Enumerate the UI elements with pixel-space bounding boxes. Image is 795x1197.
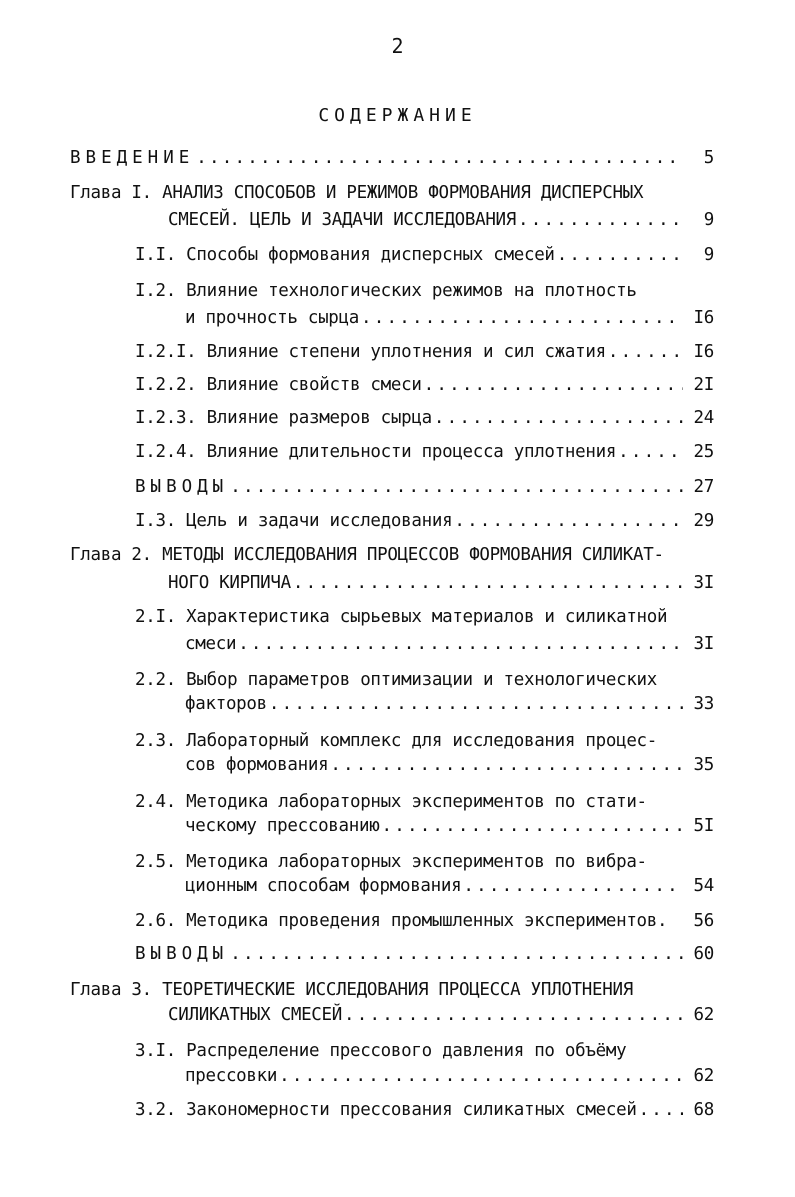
leader-dots	[557, 245, 683, 265]
toc-label: I.I. Способы формования дисперсных смесей	[135, 245, 555, 265]
toc-page: I6	[693, 342, 714, 362]
toc-page: 3I	[693, 573, 714, 593]
toc-label: I.2. Влияние технологических режимов на плотность	[135, 281, 637, 301]
toc-entry-2-2-line1	[135, 670, 657, 690]
toc-label: 2.6. Методика проведения промышленных экспериментов.	[135, 911, 668, 931]
toc-label-cont: прессовки	[185, 1066, 278, 1086]
toc-chapter-2-line1	[70, 545, 664, 565]
toc-label: 2.4. Методика лабораторных экспериментов по стати-	[135, 792, 647, 812]
leader-dots	[269, 694, 683, 714]
toc-label: ВЫВОДЫ	[135, 477, 229, 497]
toc-label: I.3. Цель и задачи исследования	[135, 511, 453, 531]
toc-entry-2-5-line2	[185, 876, 714, 896]
toc-entry-intro	[70, 148, 714, 168]
toc-label: ВЫВОДЫ	[135, 944, 229, 964]
toc-label: 2.2. Выбор параметров оптимизации и технологических	[135, 670, 658, 690]
toc-entry-1-3	[135, 511, 714, 531]
toc-label: Глава 3. ТЕОРЕТИЧЕСКИЕ ИССЛЕДОВАНИЯ ПРОЦЕССА УПЛОТНЕНИЯ	[70, 980, 633, 1000]
toc-entry-2-1-line2	[185, 634, 714, 654]
toc-page: 5I	[693, 816, 714, 836]
toc-page: 33	[693, 694, 714, 714]
toc-label: Глава I. АНАЛИЗ СПОСОБОВ И РЕЖИМОВ ФОРМОВАНИЯ ДИСПЕРСНЫХ	[70, 183, 644, 203]
toc-label: I.2.3. Влияние размеров сырца	[135, 408, 432, 428]
toc-page: 24	[693, 408, 714, 428]
toc-page: 27	[693, 477, 714, 497]
toc-page: I6	[693, 308, 714, 328]
leader-dots	[344, 1005, 683, 1025]
toc-label-cont: ционным способам формования	[185, 876, 462, 896]
toc-entry-1-1	[135, 245, 714, 265]
toc-entry-2-3-line2	[185, 755, 714, 775]
toc-label-cont: смеси	[185, 634, 237, 654]
toc-label-cont: НОГО КИРПИЧА	[168, 573, 291, 593]
toc-entry-1-2-line2	[185, 308, 714, 328]
toc-entry-3-1-line1	[135, 1041, 626, 1061]
leader-dots	[454, 511, 683, 531]
toc-label-cont: факторов	[185, 694, 267, 714]
toc-entry-2-3-line1	[135, 731, 657, 751]
toc-label: I.2.2. Влияние свойств смеси	[135, 375, 422, 395]
toc-entry-conclusions-2	[135, 944, 714, 964]
leader-dots	[361, 308, 683, 328]
toc-entry-3-2	[135, 1100, 714, 1120]
toc-chapter-1-line2	[168, 210, 714, 230]
leader-dots	[279, 1066, 683, 1086]
toc-entry-1-2-2	[135, 375, 714, 395]
toc-label: ВВЕДЕНИЕ	[70, 148, 195, 168]
leader-dots	[463, 876, 683, 896]
toc-label: 2.I. Характеристика сырьевых материалов и силикатной	[135, 607, 668, 627]
toc-entry-2-4-line2	[185, 816, 714, 836]
toc-entry-2-5-line1	[135, 852, 647, 872]
toc-label: 2.5. Методика лабораторных экспериментов по вибра-	[135, 852, 647, 872]
toc-label: Глава 2. МЕТОДЫ ИССЛЕДОВАНИЯ ПРОЦЕССОВ ФОРМОВАНИЯ СИЛИКАТ-	[70, 545, 664, 565]
toc-page: 60	[693, 944, 714, 964]
toc-label: I.2.4. Влияние длительности процесса уплотнения	[135, 442, 617, 462]
toc-chapter-3-line1	[70, 980, 633, 1000]
toc-page: 3I	[693, 634, 714, 654]
leader-dots	[608, 342, 683, 362]
page-number: 2	[391, 34, 404, 58]
leader-dots	[518, 210, 683, 230]
toc-entry-1-2-3	[135, 408, 714, 428]
leader-dots	[424, 375, 683, 395]
toc-page: 68	[693, 1100, 714, 1120]
toc-label: 3.2. Закономерности прессования силикатных смесей	[135, 1100, 637, 1120]
toc-page: 62	[693, 1005, 714, 1025]
toc-entry-3-1-line2	[185, 1066, 714, 1086]
toc-page: 5	[703, 148, 714, 168]
toc-page: 9	[703, 210, 714, 230]
toc-page: 56	[693, 911, 714, 931]
toc-page: 2I	[693, 375, 714, 395]
toc-chapter-3-line2	[168, 1005, 714, 1025]
toc-label: 2.3. Лабораторный комплекс для исследования процес-	[135, 731, 658, 751]
toc-label-cont: СМЕСЕЙ. ЦЕЛЬ И ЗАДАЧИ ИССЛЕДОВАНИЯ	[168, 210, 517, 230]
toc-chapter-2-line2	[168, 573, 714, 593]
toc-page: 25	[693, 442, 714, 462]
toc-label-cont: и прочность сырца	[185, 308, 360, 328]
toc-entry-conclusions-1	[135, 477, 714, 497]
toc-label-cont: сов формования	[185, 755, 329, 775]
toc-page: 54	[693, 876, 714, 896]
leader-dots	[618, 442, 683, 462]
leader-dots	[230, 477, 683, 497]
leader-dots	[434, 408, 683, 428]
toc-label: 3.I. Распределение прессового давления по объёму	[135, 1041, 627, 1061]
toc-label-cont: ческому прессованию	[185, 816, 380, 836]
page-title: СОДЕРЖАНИЕ	[318, 105, 477, 126]
toc-chapter-1-line1	[70, 183, 643, 203]
toc-page: 29	[693, 511, 714, 531]
leader-dots	[381, 816, 683, 836]
toc-entry-2-6	[135, 911, 714, 931]
leader-dots	[230, 944, 683, 964]
toc-entry-2-2-line2	[185, 694, 714, 714]
toc-page: 9	[703, 245, 714, 265]
toc-entry-1-2-line1	[135, 281, 637, 301]
toc-entry-2-4-line1	[135, 792, 647, 812]
toc-page: 62	[693, 1066, 714, 1086]
leader-dots	[238, 634, 683, 654]
leader-dots	[330, 755, 683, 775]
toc-entry-1-2-1	[135, 342, 714, 362]
toc-label: I.2.I. Влияние степени уплотнения и сил сжатия	[135, 342, 606, 362]
toc-label-cont: СИЛИКАТНЫХ СМЕСЕЙ	[168, 1005, 343, 1025]
toc-entry-2-1-line1	[135, 607, 667, 627]
leader-dots	[293, 573, 683, 593]
leader-dots	[196, 148, 683, 168]
toc-page: 35	[693, 755, 714, 775]
leader-dots	[639, 1100, 683, 1120]
toc-entry-1-2-4	[135, 442, 714, 462]
